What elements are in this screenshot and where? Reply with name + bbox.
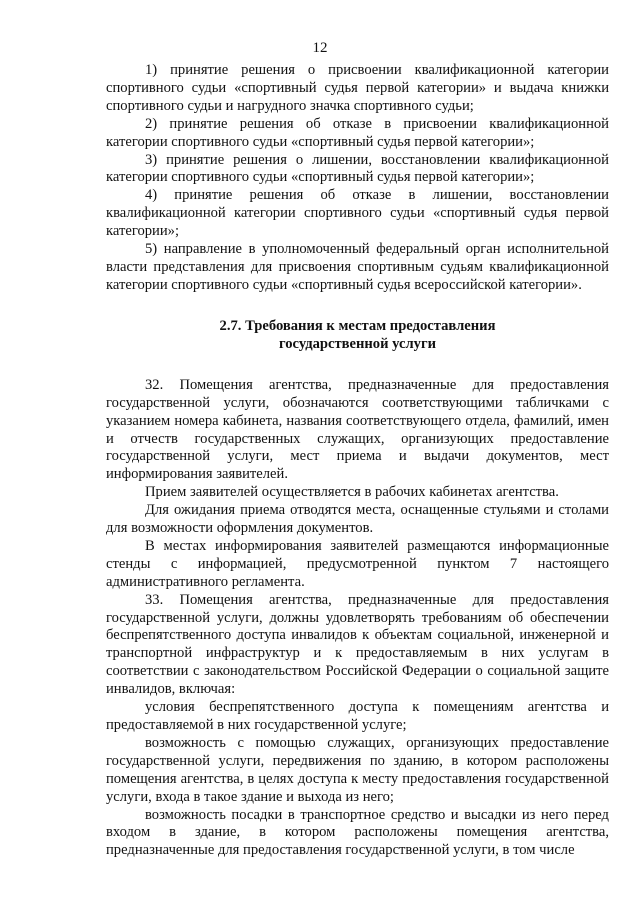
paragraph: условия беспрепятственного доступа к помещениям агентства и предоставляемой в них государственной услуге; — [106, 699, 609, 733]
list-item: 3) принятие решения о лишении, восстановлении квалификационной категории спортивного судьи «спортивный судья первой категории»; — [106, 151, 609, 186]
paragraph: Для ожидания приема отводятся места, оснащенные стульями и столами для возможности оформления документов. — [106, 502, 609, 537]
spacer — [106, 295, 609, 317]
paragraph: возможность посадки в транспортное средство и высадки из него перед входом в здание, в котором расположены помещения агентства, предназначенные для предоставления государственной услуги, в том числе — [106, 806, 609, 859]
paragraph: Прием заявителей осуществляется в рабочих кабинетах агентства. — [145, 484, 559, 501]
list-item: 2) принятие решения об отказе в присвоении квалификационной категории спортивного судьи «спортивный судья первой категории»; — [106, 115, 609, 150]
paragraph: 32. Помещения агентства, предназначенные для предоставления государственной услуги, обозначаются соответствующими табличками с указанием номера кабинета, названия соответствующего отдела, фамилий, имен и отчеств государственных служащих, организующих предоставление государственной услуги, мест приема и выдачи документов, мест информирования заявителей. — [106, 376, 609, 483]
paragraph: 33. Помещения агентства, предназначенные для предоставления государственной услуги, должны удовлетворять требованиям об обеспечении беспрепятственного доступа инвалидов к объектам социальной, инженерной и транспортной инфраструктур и к предоставляемым в них услугам в соответствии с законодательством Российской Федерации о социальной защите инвалидов, включая: — [106, 591, 609, 698]
section-title-line-2: государственной услуги — [278, 335, 437, 352]
list-item: 1) принятие решения о присвоении квалификационной категории спортивного судьи «спортивный судья первой категории» и выдача книжки спортивного судьи и нагрудного значка спортивного судьи; — [106, 62, 609, 114]
paragraph: возможность с помощью служащих, организующих предоставление государственной услуги, передвижения по зданию, в котором расположены помещения агентства, в целях доступа к месту предоставления государственной услуги, входа в такое здание и выхода из него; — [106, 734, 609, 805]
section-title-line-1: 2.7. Требования к местам предоставления — [219, 317, 496, 334]
list-item: 4) принятие решения об отказе в лишении, восстановлении квалификационной категории спортивного судьи «спортивный судья первой категории»; — [106, 187, 609, 240]
list-item: 5) направление в уполномоченный федеральный орган исполнительной власти представления для присвоения спортивным судьям квалификационной категории спортивного судьи «спортивный судья всероссийской категории». — [106, 241, 609, 293]
document-body — [106, 62, 609, 860]
spacer — [106, 353, 609, 377]
page-number: 12 — [312, 40, 328, 56]
paragraph: В местах информирования заявителей размещаются информационные стенды с информацией, предусмотренной пунктом 7 настоящего административного регламента. — [106, 537, 609, 590]
